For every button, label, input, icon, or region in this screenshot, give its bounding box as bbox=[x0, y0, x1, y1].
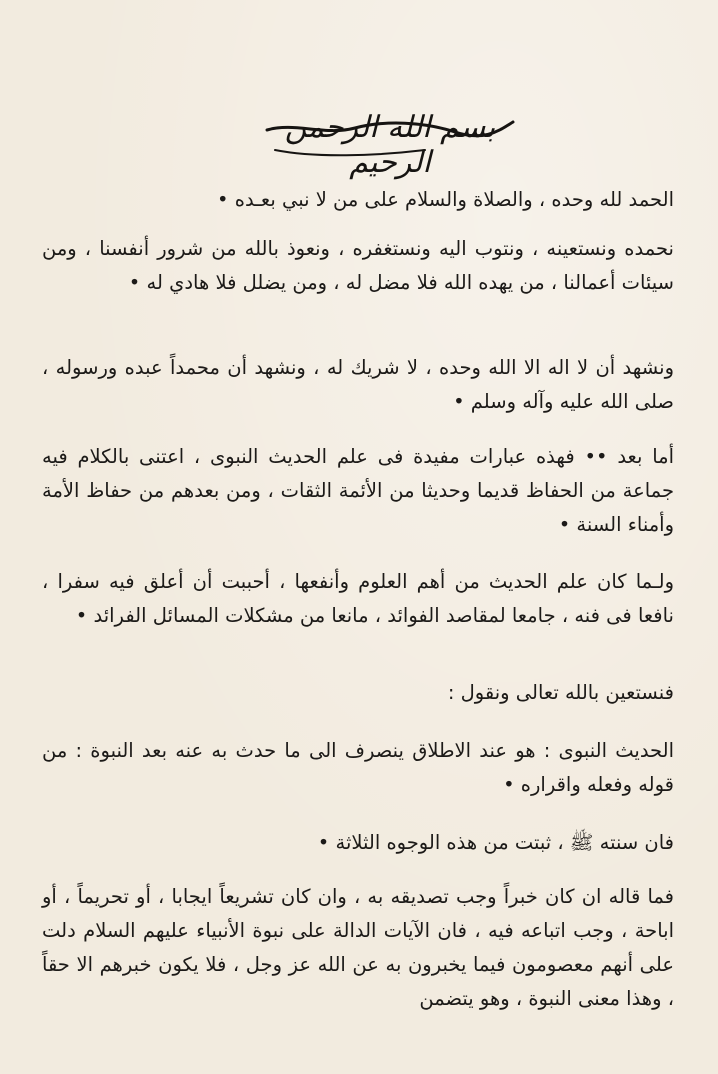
paragraph-text: فان سنته ﷺ ، ثبتت من هذه الوجوه الثلاثة • bbox=[317, 831, 674, 854]
paragraph-text: فما قاله ان كان خبراً وجب تصديقه به ، وان كان تشريعاً ايجابا ، أو تحريماً ، أو اباحة ، وجب اتباعه فيه ، فان الآيات الدالة على نبوة الأنبياء عليهم السلام دلت على أنهم معصومون فيما يخبرون به عن الله عز وجل ، فلا يكون خبرهم الا حقاً ، وهذا معنى النبوة ، وهو يتضمن bbox=[42, 885, 674, 1010]
paragraph-text: الحمد لله وحده ، والصلاة والسلام على من لا نبي بعـده • bbox=[217, 188, 674, 211]
paragraph-4 bbox=[42, 440, 674, 542]
paragraph-7 bbox=[42, 734, 674, 802]
paragraph-5 bbox=[42, 565, 674, 633]
basmala-text: بسم الله الرحمن الرحيم bbox=[284, 110, 496, 180]
paragraph-text: ونشهد أن لا اله الا الله وحده ، لا شريك له ، ونشهد أن محمداً عبده ورسوله ، صلى الله عليه وآله وسلم • bbox=[42, 356, 674, 413]
basmala-calligraphy bbox=[255, 92, 525, 180]
paragraph-text: الحديث النبوى : هو عند الاطلاق ينصرف الى ما حدث به عنه بعد النبوة : من قوله وفعله واقراره • bbox=[42, 739, 674, 796]
paragraph-text: نحمده ونستعينه ، ونتوب اليه ونستغفره ، ونعوذ بالله من شرور أنفسنا ، ومن سيئات أعمالنا ، من يهده الله فلا مضل له ، ومن يضلل فلا هادي له • bbox=[42, 237, 674, 294]
paragraph-text: فنستعين بالله تعالى ونقول : bbox=[447, 681, 674, 704]
paragraph-text: أما بعد •• فهذه عبارات مفيدة فى علم الحديث النبوى ، اعتنى بالكلام فيه جماعة من الحفاظ قديما وحديثا من الأئمة الثقات ، ومن بعدهم من حفاظ الأمة وأمناء السنة • bbox=[42, 445, 674, 536]
paragraph-1 bbox=[42, 183, 674, 217]
paragraph-9 bbox=[42, 880, 674, 1016]
paragraph-3 bbox=[42, 351, 674, 419]
paragraph-text: ولـما كان علم الحديث من أهم العلوم وأنفعها ، أحببت أن أعلق فيه سفرا ، نافعا فى فنه ، جامعا لمقاصد الفوائد ، مانعا من مشكلات المسائل الفرائد • bbox=[42, 570, 674, 627]
paragraph-6 bbox=[42, 676, 674, 710]
paragraph-8 bbox=[42, 826, 674, 860]
paragraph-2 bbox=[42, 232, 674, 300]
